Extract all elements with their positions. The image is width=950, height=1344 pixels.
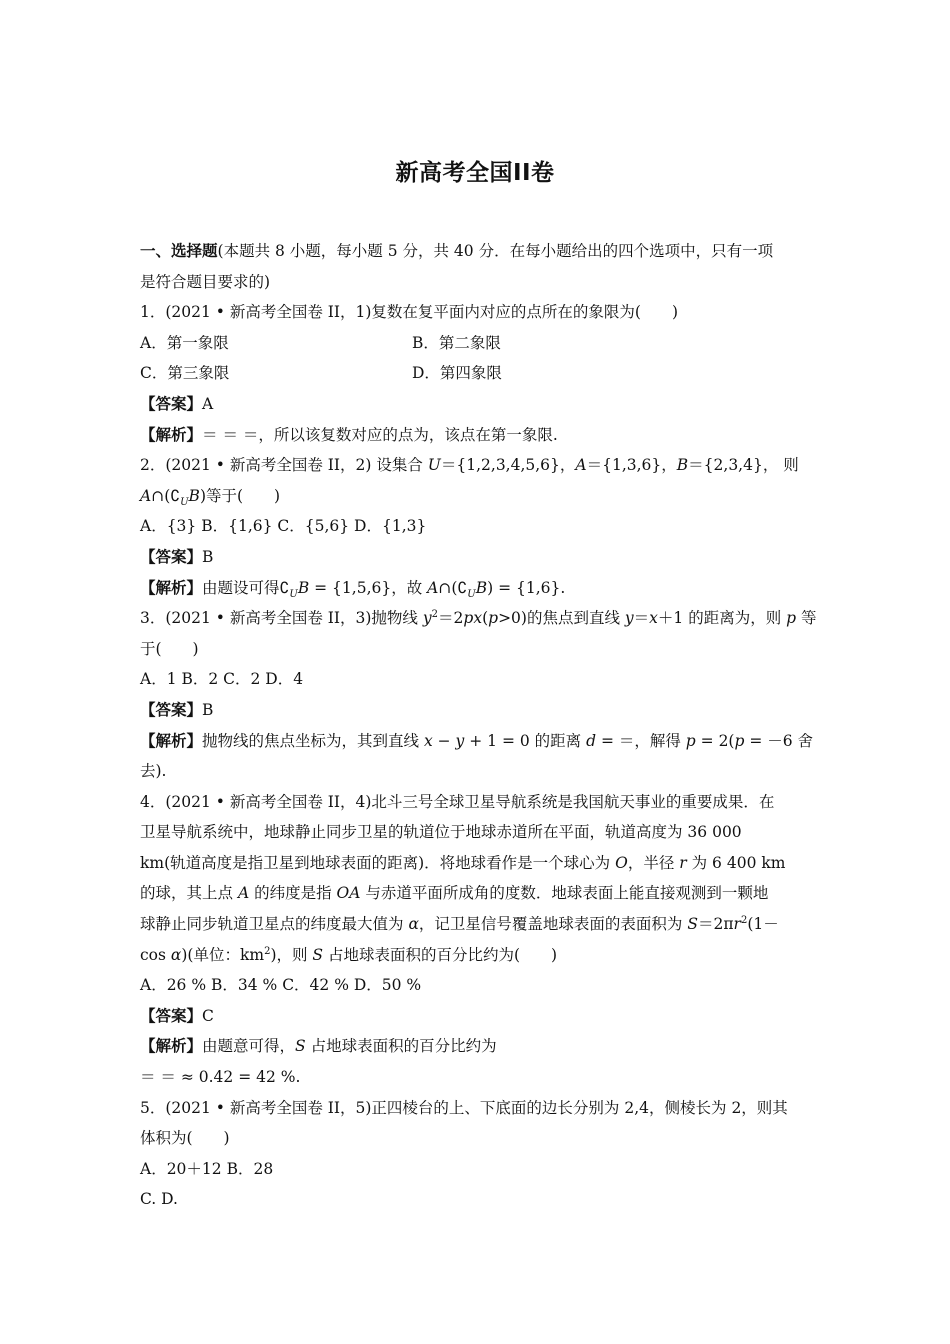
q3-answer-value: B: [202, 700, 214, 719]
q4-text-part: 的球，其上点: [140, 884, 238, 903]
q1-option-a: A．第一象限: [140, 333, 229, 352]
answer-label: 【答案】: [140, 394, 203, 413]
q3-text-part: 3．(2021 • 新高考全国卷 II，3)抛物线: [140, 609, 423, 628]
q3-answer: [140, 695, 810, 726]
q2-analysis-part: ∩(∁: [438, 578, 468, 597]
q4-var: O: [615, 853, 628, 872]
q1-answer: [140, 389, 810, 420]
q2-text-part: )等于( ): [199, 486, 281, 505]
q4-text-part: 为 6 400 km: [686, 853, 786, 872]
q2-text-part: ∩(∁: [151, 486, 181, 505]
q4-var: r: [679, 853, 687, 872]
analysis-label: 【解析】: [140, 578, 203, 597]
q2-text-part: ＝{1,2,3,4,5,6}，: [440, 456, 576, 475]
q2-text-line-2: [140, 481, 810, 512]
q3-text-line-2: 于( ): [140, 639, 199, 658]
q4-text-line-2: 卫星导航系统中，地球静止同步卫星的轨道位于地球赤道所在平面，轨道高度为 36 000: [140, 823, 742, 842]
q4-text-part: 占地球表面积的百分比约为( ): [323, 945, 558, 964]
q4-text-part: )(单位：km: [181, 945, 265, 964]
q3-var: y: [455, 731, 465, 750]
q2-var: A: [140, 486, 152, 505]
q4-var: α: [170, 945, 182, 964]
q3-text-part: ＝: [633, 609, 650, 628]
q3-analysis-part: −: [432, 731, 456, 750]
q2-text-line-1: [140, 450, 810, 481]
q3-var: x: [423, 731, 433, 750]
q2-text-part: 2．(2021 • 新高考全国卷 II，2) 设集合: [140, 456, 428, 475]
q4-analysis: [140, 1031, 810, 1062]
q1-text: 1．(2021 • 新高考全国卷 II，1)复数在复平面内对应的点所在的象限为( ): [140, 303, 679, 322]
q4-text-part: ，记卫星信号覆盖地球表面的表面积为: [418, 915, 688, 934]
q3-var: y: [422, 609, 432, 628]
q3-analysis-line-2: 去).: [140, 762, 167, 781]
q3-analysis-part: = 2(: [695, 731, 735, 750]
q4-text-part: km(轨道高度是指卫星到地球表面的距离)．将地球看作是一个球心为: [140, 853, 616, 872]
q4-text-line-5: [140, 909, 810, 940]
q1-option-c: C．第三象限: [140, 364, 230, 383]
q4-var: α: [408, 915, 419, 934]
q3-analysis-part: = －6 舍: [744, 731, 814, 750]
q3-var: d: [586, 731, 597, 750]
q3-analysis-part: 抛物线的焦点坐标为，其到直线: [202, 731, 424, 750]
q4-var: r: [733, 915, 741, 934]
q4-text-part: 与赤道平面所成角的度数．地球表面上能直接观测到一颗地: [360, 884, 769, 903]
q4-text-line-3: [140, 848, 810, 879]
section-instructions-2: 是符合题目要求的): [140, 272, 271, 291]
q4-analysis-part: 由题意可得，: [202, 1037, 296, 1056]
q4-var: S: [312, 945, 324, 964]
q1-analysis-text: ＝ ＝ ＝，所以该复数对应的点为，该点在第一象限.: [202, 425, 558, 444]
q2-var: B: [475, 578, 488, 597]
q3-text-line-1: [140, 603, 817, 634]
q2-var: U: [467, 588, 476, 600]
q4-var: OA: [336, 884, 361, 903]
q2-var: U: [427, 456, 441, 475]
q3-var: p: [786, 609, 797, 628]
q1-analysis: [140, 420, 810, 451]
q2-text-part: ＝{1,3,6}，: [586, 456, 677, 475]
q4-text-part: ＝2π: [697, 915, 734, 934]
section-heading: 一、选择题: [140, 242, 218, 260]
q4-exponent: 2: [264, 945, 271, 957]
q3-text-part: ＋1 的距离为，则: [657, 609, 787, 628]
answer-label: 【答案】: [140, 1006, 203, 1025]
q4-text-part: 球静止同步轨道卫星点的纬度最大值为: [140, 915, 409, 934]
q4-var: S: [687, 915, 698, 934]
q2-analysis-part: = {1,5,6}，故: [309, 578, 428, 597]
q4-text-part: ，半径: [627, 853, 680, 872]
q1-option-d: D．第四象限: [412, 364, 502, 383]
q4-text-part: 的纬度是指: [249, 884, 337, 903]
q3-options: A．1 B．2 C．2 D．4: [140, 670, 304, 689]
analysis-label: 【解析】: [140, 1037, 203, 1056]
q3-var: p: [685, 731, 696, 750]
answer-label: 【答案】: [140, 700, 203, 719]
analysis-label: 【解析】: [140, 731, 203, 750]
analysis-label: 【解析】: [140, 425, 203, 444]
q1-answer-value: A: [202, 394, 214, 413]
q5-text-line-1: 5．(2021 • 新高考全国卷 II，5)正四棱台的上、下底面的边长分别为 2,4，侧棱长为 2，则其: [140, 1098, 788, 1117]
q4-text-line-6: [140, 940, 810, 971]
q3-var: px: [463, 609, 483, 628]
q2-text-part: ＝{2,3,4}， 则: [688, 456, 799, 475]
q2-analysis-part: 由题设可得∁: [202, 578, 290, 597]
q4-text-part: )，则: [270, 945, 313, 964]
q3-text-part: 等: [796, 609, 817, 628]
q3-analysis-part: = ＝，解得: [596, 731, 686, 750]
section-instructions-1: (本题共 8 小题，每小题 5 分，共 40 分．在每小题给出的四个选项中，只有一项: [217, 242, 774, 260]
q2-var: A: [575, 456, 587, 475]
q4-exponent: 2: [740, 914, 748, 926]
q3-text-part: (: [482, 609, 489, 628]
q2-analysis-part: ) = {1,6}.: [487, 578, 566, 597]
q1-options-row-2: [140, 358, 810, 389]
q2-var: U: [180, 496, 189, 508]
q4-answer: [140, 1001, 810, 1032]
q2-options: A．{3} B．{1,6} C．{5,6} D．{1,3}: [140, 517, 427, 536]
q4-analysis-line-2: ＝ ＝ ≈ 0.42 = 42 %.: [140, 1068, 301, 1087]
q3-var: x: [649, 609, 658, 628]
exam-content: [140, 236, 817, 1215]
q4-text-line-1: 4．(2021 • 新高考全国卷 II，4)北斗三号全球卫星导航系统是我国航天事业的重要成果．在: [140, 792, 775, 811]
q3-text-part: >0)的焦点到直线: [498, 609, 625, 628]
q2-analysis: [140, 573, 810, 604]
q5-options-cd: C. D.: [140, 1190, 178, 1209]
q4-options: A．26 % B．34 % C．42 % D．50 %: [140, 976, 422, 995]
q2-var: B: [297, 578, 310, 597]
q3-analysis: [140, 726, 814, 757]
page-title: 新高考全国II卷: [395, 160, 555, 186]
q4-answer-value: C: [202, 1006, 214, 1025]
q3-analysis-part: + 1 = 0 的距离: [464, 731, 587, 750]
q3-var: p: [734, 731, 745, 750]
section-header: [140, 236, 810, 267]
q5-options-ab: A．20＋12 B．28: [140, 1159, 274, 1178]
q4-var: A: [237, 884, 250, 903]
q2-var: B: [676, 456, 689, 475]
q5-text-line-2: 体积为( ): [140, 1129, 230, 1148]
q2-answer: [140, 542, 810, 573]
q4-var: S: [295, 1037, 306, 1056]
q2-var: U: [289, 588, 298, 600]
q1-options-row-1: [140, 328, 810, 359]
q3-var: p: [488, 609, 499, 628]
q3-text-part: ＝2: [438, 609, 464, 628]
answer-label: 【答案】: [140, 547, 203, 566]
q2-answer-value: B: [202, 547, 214, 566]
q2-var: B: [188, 486, 200, 505]
q2-var: A: [427, 578, 439, 597]
q4-text-line-4: [140, 878, 810, 909]
q3-var: y: [624, 609, 634, 628]
q1-option-b: B．第二象限: [412, 333, 501, 352]
q3-exponent: 2: [431, 608, 439, 620]
q4-analysis-part: 占地球表面积的百分比约为: [305, 1037, 497, 1056]
q4-text-part: (1－: [747, 915, 779, 934]
q4-text-part: cos: [140, 945, 171, 964]
